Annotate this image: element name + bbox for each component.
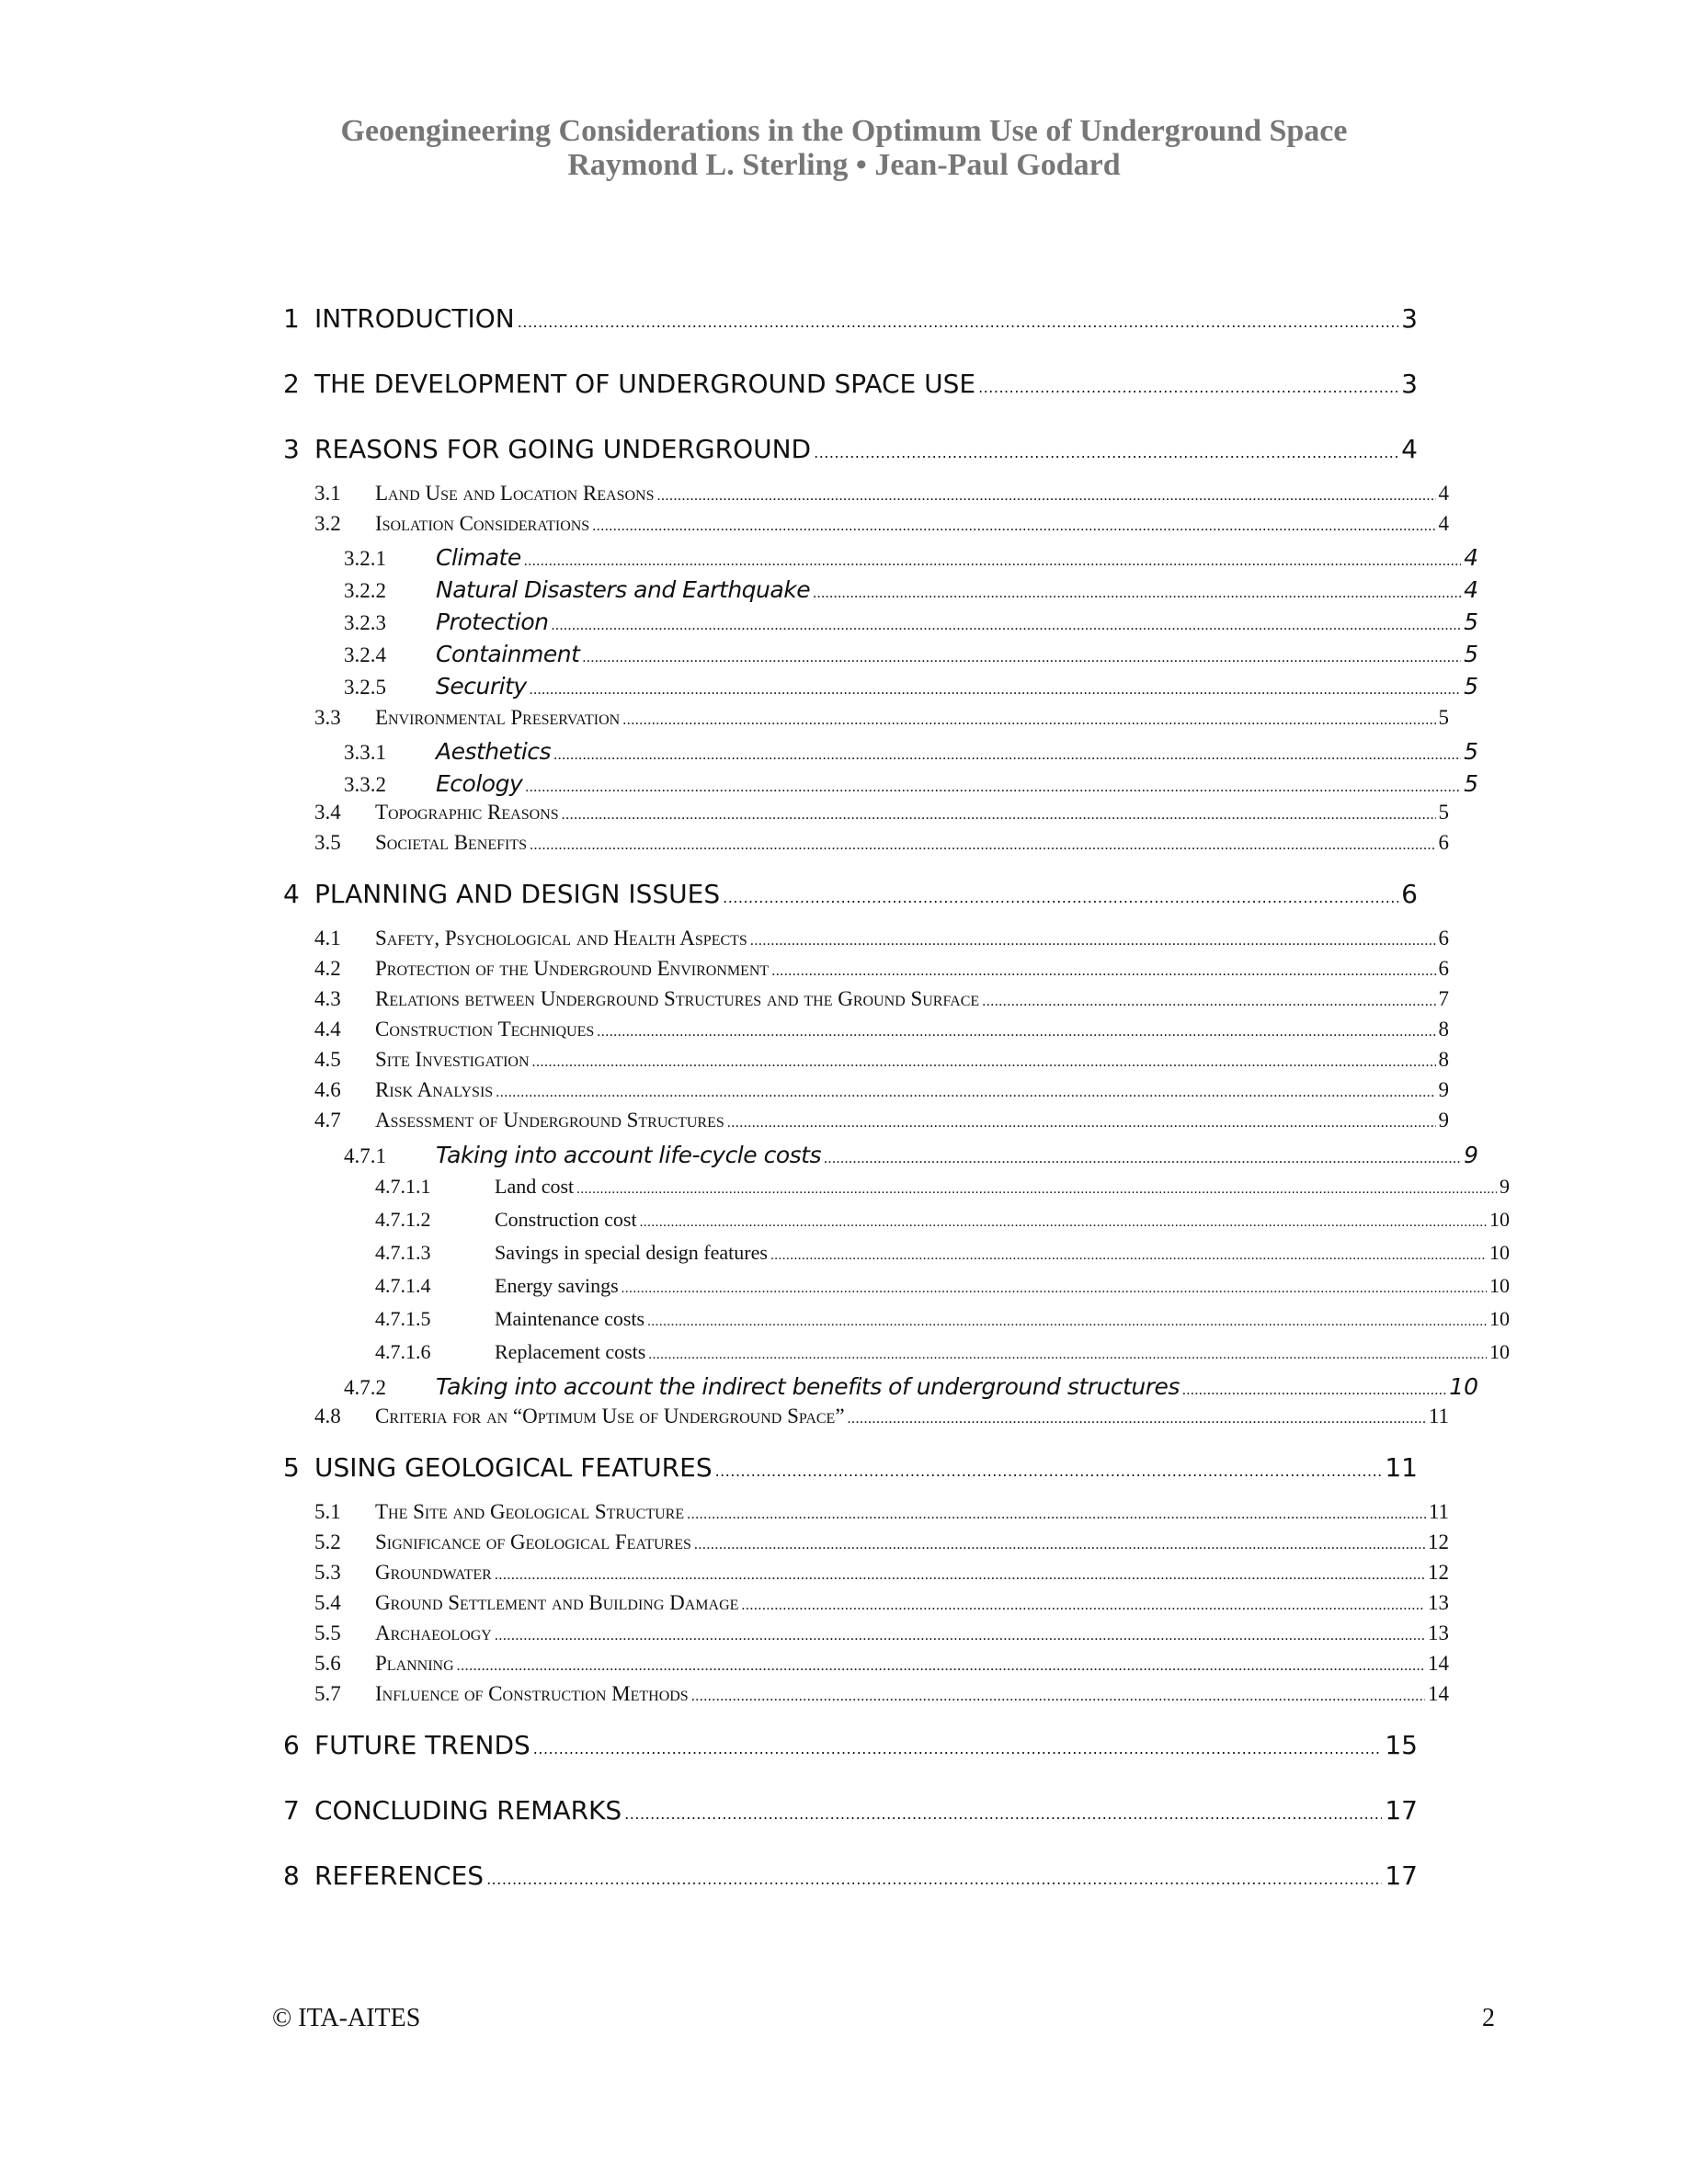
toc-dot-leader (530, 682, 1461, 699)
footer-copyright: © ITA-AITES (272, 2004, 421, 2032)
toc-entry-page: 11 (1385, 1452, 1418, 1483)
toc-entry[interactable] (283, 957, 1449, 981)
toc-dot-leader (457, 1658, 1425, 1675)
toc-entry[interactable] (283, 1373, 1478, 1400)
toc-entry[interactable] (283, 1274, 1510, 1298)
toc-dot-leader (533, 1740, 1383, 1757)
toc-entry-page: 9 (1464, 1142, 1478, 1168)
toc-dot-leader (495, 1567, 1425, 1584)
toc-entry[interactable] (283, 879, 1418, 909)
toc-entry-number: 4.7.1.5 (375, 1307, 431, 1330)
toc-dot-leader (622, 712, 1435, 729)
toc-entry-number: 3.2.2 (344, 579, 386, 602)
toc-dot-leader (532, 1054, 1436, 1071)
toc-entry-title: Ground Settlement and Building Damage (375, 1591, 739, 1614)
toc-entry-title: Security (436, 673, 527, 700)
toc-entry-page: 4 (1401, 434, 1418, 464)
toc-entry[interactable] (283, 1241, 1510, 1265)
toc-entry-page: 4 (1438, 512, 1449, 535)
toc-entry-number: 3.2.4 (344, 643, 386, 666)
toc-entry-title: Isolation Considerations (375, 512, 590, 535)
toc-entry[interactable] (283, 1405, 1449, 1428)
toc-entry-page: 5 (1464, 609, 1478, 635)
toc-entry[interactable] (283, 1652, 1449, 1676)
toc-entry-number: 5 (283, 1452, 300, 1483)
toc-entry[interactable] (283, 987, 1449, 1011)
toc-entry-title: PLANNING AND DESIGN ISSUES (314, 879, 721, 909)
toc-entry-number: 3.3.1 (344, 741, 386, 764)
toc-entry-page: 5 (1464, 738, 1478, 765)
toc-entry-page: 17 (1385, 1795, 1418, 1826)
toc-entry-title: CONCLUDING REMARKS (314, 1795, 622, 1826)
toc-dot-leader (657, 488, 1436, 505)
toc-entry-page: 5 (1464, 641, 1478, 667)
toc-entry-number: 3.5 (314, 831, 341, 854)
toc-entry-title: Significance of Geological Features (375, 1530, 691, 1553)
toc-dot-leader (576, 1182, 1497, 1198)
toc-entry-page: 6 (1438, 831, 1449, 854)
document-authors: Raymond L. Sterling • Jean-Paul Godard (567, 148, 1121, 182)
toc-entry[interactable] (283, 369, 1418, 399)
toc-entry-title: Climate (436, 544, 521, 571)
toc-dot-leader (1182, 1382, 1446, 1399)
toc-entry-page: 10 (1489, 1208, 1510, 1231)
toc-entry-title: USING GEOLOGICAL FEATURES (314, 1452, 713, 1483)
toc-entry-title: Energy savings (495, 1274, 619, 1297)
toc-entry-number: 4.7.1.4 (375, 1274, 431, 1297)
toc-dot-leader (495, 1628, 1425, 1644)
toc-entry-page: 14 (1428, 1652, 1449, 1675)
toc-entry-number: 3.2.5 (344, 676, 386, 699)
toc-entry-page: 7 (1438, 987, 1449, 1010)
toc-entry-page: 6 (1438, 927, 1449, 950)
toc-dot-leader (691, 1689, 1425, 1705)
toc-entry-number: 5.6 (314, 1652, 341, 1675)
toc-entry[interactable] (283, 1142, 1478, 1168)
toc-entry-number: 8 (283, 1860, 300, 1891)
toc-dot-leader (640, 1215, 1487, 1231)
toc-dot-leader (813, 586, 1461, 602)
toc-dot-leader (624, 1805, 1382, 1823)
toc-dot-leader (496, 1085, 1435, 1101)
toc-entry[interactable] (283, 738, 1478, 765)
toc-dot-leader (848, 1411, 1426, 1428)
toc-entry-title: Taking into account life-cycle costs (436, 1142, 821, 1168)
toc-entry[interactable] (283, 1530, 1449, 1554)
toc-entry-number: 3.4 (314, 801, 341, 824)
toc-entry-title: Land Use and Location Reasons (375, 482, 655, 505)
toc-entry-title: Environmental Preservation (375, 706, 621, 729)
toc-entry-title: Aesthetics (436, 738, 552, 765)
toc-entry-title: REFERENCES (314, 1860, 485, 1891)
toc-entry-number: 4.4 (314, 1018, 341, 1041)
toc-entry[interactable] (283, 801, 1449, 825)
toc-entry[interactable] (283, 609, 1478, 635)
toc-entry-number: 3 (283, 434, 300, 464)
toc-entry-number: 3.2.3 (344, 611, 386, 634)
toc-entry-page: 6 (1401, 879, 1418, 909)
toc-entry-title: Criteria for an “Optimum Use of Underground Space” (375, 1405, 845, 1428)
toc-dot-leader (741, 1598, 1425, 1614)
toc-entry[interactable] (283, 1307, 1510, 1331)
toc-entry-page: 17 (1385, 1860, 1418, 1891)
toc-entry-page: 5 (1438, 706, 1449, 729)
toc-entry[interactable] (283, 1109, 1449, 1132)
toc-entry-page: 9 (1438, 1078, 1449, 1101)
toc-entry-title: Ecology (436, 770, 523, 797)
toc-entry-number: 4.8 (314, 1405, 341, 1428)
toc-dot-leader (648, 1348, 1487, 1363)
toc-entry-page: 3 (1401, 369, 1418, 399)
toc-entry[interactable] (283, 1452, 1418, 1483)
toc-entry-number: 5.5 (314, 1621, 341, 1644)
toc-entry-title: Risk Analysis (375, 1078, 494, 1101)
footer-page-number: 2 (1482, 2004, 1495, 2032)
toc-entry-page: 12 (1428, 1530, 1449, 1553)
toc-dot-leader (715, 1462, 1383, 1480)
toc-entry-number: 4.5 (314, 1048, 341, 1071)
toc-entry-title: FUTURE TRENDS (314, 1730, 530, 1760)
toc-entry-title: Societal Benefits (375, 831, 528, 854)
toc-entry-page: 15 (1385, 1730, 1418, 1760)
toc-entry-title: Replacement costs (495, 1340, 646, 1363)
toc-entry-page: 11 (1428, 1500, 1449, 1523)
toc-dot-leader (750, 933, 1436, 950)
toc-entry[interactable] (283, 482, 1449, 506)
toc-entry-page: 9 (1438, 1109, 1449, 1132)
toc-dot-leader (597, 1024, 1435, 1041)
toc-entry[interactable] (283, 1561, 1449, 1585)
toc-entry[interactable] (283, 1175, 1510, 1199)
toc-dot-leader (562, 807, 1436, 824)
toc-entry-title: Protection of the Underground Environment (375, 957, 770, 980)
toc-entry-number: 4.7 (314, 1109, 341, 1132)
toc-entry[interactable] (283, 770, 1478, 797)
toc-entry-title: Savings in special design features (495, 1241, 768, 1264)
toc-entry-number: 3.2 (314, 512, 341, 535)
toc-entry[interactable] (283, 434, 1418, 464)
toc-entry[interactable] (283, 1340, 1510, 1364)
toc-entry-title: The Site and Geological Structure (375, 1500, 685, 1523)
toc-entry-title: THE DEVELOPMENT OF UNDERGROUND SPACE USE (314, 369, 976, 399)
toc-entry-number: 5.2 (314, 1530, 341, 1553)
toc-entry-number: 2 (283, 369, 300, 399)
toc-dot-leader (486, 1871, 1382, 1888)
toc-entry-title: Construction Techniques (375, 1018, 595, 1041)
toc-dot-leader (978, 379, 1398, 396)
toc-entry-title: Relations between Underground Structures and the Ground Surface (375, 987, 980, 1010)
toc-entry-title: Groundwater (375, 1561, 492, 1584)
toc-entry-title: Influence of Construction Methods (375, 1682, 689, 1705)
toc-entry-number: 3.1 (314, 482, 341, 505)
toc-entry-title: Construction cost (495, 1208, 637, 1231)
toc-entry-page: 10 (1489, 1307, 1510, 1330)
toc-entry-number: 4.3 (314, 987, 341, 1010)
toc-entry-page: 8 (1438, 1018, 1449, 1041)
toc-entry-title: Containment (436, 641, 580, 667)
toc-entry-page: 13 (1428, 1591, 1449, 1614)
toc-dot-leader (518, 313, 1398, 331)
toc-dot-leader (582, 650, 1461, 666)
toc-dot-leader (687, 1507, 1426, 1523)
toc-entry-number: 4.7.1.1 (375, 1175, 431, 1198)
toc-entry[interactable] (283, 1500, 1449, 1524)
toc-entry-page: 10 (1489, 1241, 1510, 1264)
toc-dot-leader (551, 618, 1461, 634)
toc-entry[interactable] (283, 1682, 1449, 1706)
toc-entry-number: 4.7.1.2 (375, 1208, 431, 1231)
toc-entry[interactable] (283, 1591, 1449, 1615)
toc-entry[interactable] (283, 576, 1478, 603)
toc-entry-page: 10 (1449, 1373, 1478, 1400)
toc-entry-title: Topographic Reasons (375, 801, 559, 824)
toc-entry[interactable] (283, 641, 1478, 667)
toc-entry-number: 4 (283, 879, 300, 909)
toc-entry-number: 3.3 (314, 706, 341, 729)
toc-entry-title: Assessment of Underground Structures (375, 1109, 724, 1132)
toc-entry-number: 4.7.1.3 (375, 1241, 431, 1264)
toc-entry-number: 4.7.2 (344, 1376, 386, 1399)
toc-entry-title: Protection (436, 609, 549, 635)
toc-entry-page: 4 (1464, 544, 1478, 571)
toc-entry-number: 3.3.2 (344, 773, 386, 796)
table-of-contents (283, 0, 1510, 2184)
toc-entry[interactable] (283, 831, 1449, 855)
toc-entry[interactable] (283, 1621, 1449, 1645)
toc-entry[interactable] (283, 927, 1449, 950)
toc-entry[interactable] (283, 1208, 1510, 1232)
toc-entry-title: Archaeology (375, 1621, 492, 1644)
toc-entry[interactable] (283, 544, 1478, 571)
toc-dot-leader (592, 518, 1435, 535)
toc-entry-title: Safety, Psychological and Health Aspects (375, 927, 747, 950)
toc-entry-number: 7 (283, 1795, 300, 1826)
toc-entry[interactable] (283, 1048, 1449, 1072)
toc-entry-number: 4.1 (314, 927, 341, 950)
toc-dot-leader (771, 963, 1435, 980)
toc-entry-page: 6 (1438, 957, 1449, 980)
toc-entry-number: 4.6 (314, 1078, 341, 1101)
toc-entry-number: 4.7.1.6 (375, 1340, 431, 1363)
toc-entry-number: 4.2 (314, 957, 341, 980)
toc-entry-page: 5 (1464, 673, 1478, 700)
toc-entry[interactable] (283, 1795, 1418, 1826)
toc-entry[interactable] (283, 512, 1449, 536)
toc-entry-title: Natural Disasters and Earthquake (436, 576, 811, 603)
toc-entry[interactable] (283, 1078, 1449, 1102)
toc-entry-number: 5.7 (314, 1682, 341, 1705)
toc-entry[interactable] (283, 1860, 1418, 1891)
toc-dot-leader (647, 1314, 1487, 1330)
toc-entry-number: 5.1 (314, 1500, 341, 1523)
toc-entry[interactable] (283, 1018, 1449, 1041)
toc-entry-number: 5.3 (314, 1561, 341, 1584)
toc-entry[interactable] (283, 706, 1449, 730)
toc-entry-number: 1 (283, 303, 300, 334)
toc-entry-title: Land cost (495, 1175, 575, 1198)
document-title: Geoengineering Considerations in the Optimum Use of Underground Space (340, 114, 1348, 148)
toc-dot-leader (530, 837, 1435, 854)
toc-entry-page: 3 (1401, 303, 1418, 334)
toc-entry[interactable] (283, 673, 1478, 700)
toc-entry[interactable] (283, 303, 1418, 334)
toc-dot-leader (824, 1151, 1461, 1167)
toc-entry[interactable] (283, 1730, 1418, 1760)
toc-entry-page: 12 (1428, 1561, 1449, 1584)
toc-entry-number: 3.2.1 (344, 547, 386, 570)
toc-entry-number: 6 (283, 1730, 300, 1760)
toc-entry-page: 5 (1464, 770, 1478, 797)
toc-entry-title: Planning (375, 1652, 454, 1675)
toc-entry-number: 4.7.1 (344, 1144, 386, 1167)
toc-entry-title: Taking into account the indirect benefits of underground structures (436, 1373, 1180, 1400)
toc-entry-title: INTRODUCTION (314, 303, 515, 334)
toc-dot-leader (982, 994, 1435, 1010)
toc-dot-leader (524, 553, 1461, 570)
toc-entry-page: 14 (1428, 1682, 1449, 1705)
toc-entry-title: REASONS FOR GOING UNDERGROUND (314, 434, 812, 464)
toc-entry-page: 9 (1500, 1175, 1510, 1198)
toc-entry-page: 11 (1428, 1405, 1449, 1428)
toc-entry-page: 4 (1438, 482, 1449, 505)
toc-dot-leader (553, 747, 1461, 764)
toc-entry-page: 10 (1489, 1340, 1510, 1363)
toc-entry-title: Site Investigation (375, 1048, 530, 1071)
toc-entry-page: 8 (1438, 1048, 1449, 1071)
toc-entry-number: 5.4 (314, 1591, 341, 1614)
toc-dot-leader (525, 779, 1461, 796)
toc-entry-page: 10 (1489, 1274, 1510, 1297)
toc-dot-leader (723, 889, 1398, 906)
toc-dot-leader (622, 1281, 1487, 1297)
toc-entry-page: 13 (1428, 1621, 1449, 1644)
toc-entry-title: Maintenance costs (495, 1307, 645, 1330)
toc-entry-page: 5 (1438, 801, 1449, 824)
toc-dot-leader (814, 444, 1398, 461)
toc-dot-leader (770, 1248, 1487, 1264)
toc-entry-page: 4 (1464, 576, 1478, 603)
toc-dot-leader (727, 1115, 1436, 1132)
toc-dot-leader (694, 1537, 1425, 1553)
